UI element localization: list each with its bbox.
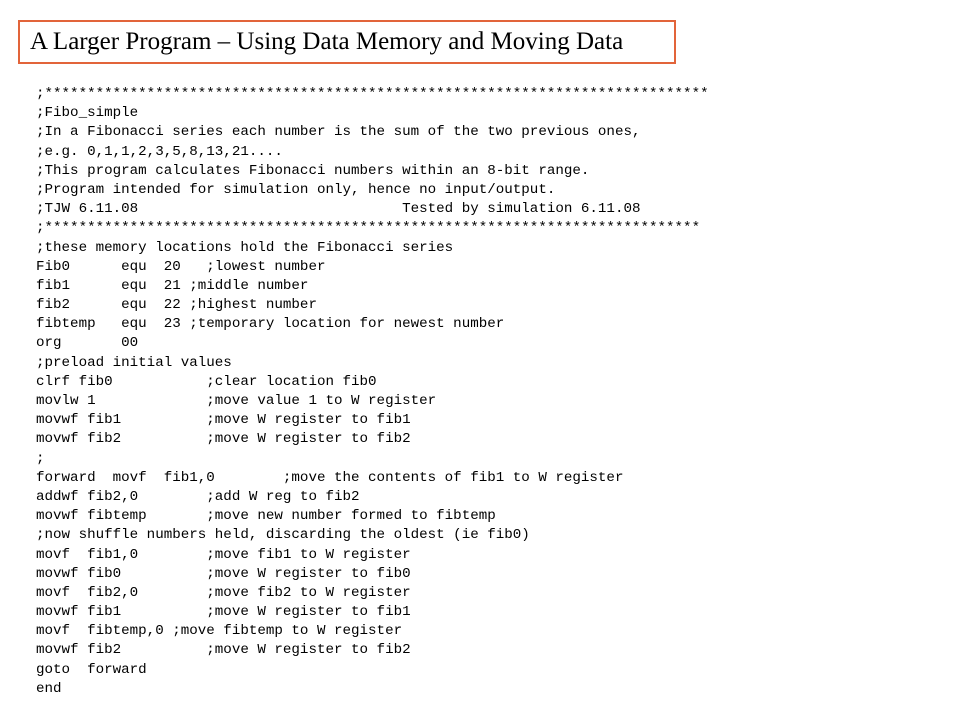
code-line: movf fib1,0 ;move fib1 to W register <box>36 546 411 563</box>
code-line: fib1 equ 21 ;middle number <box>36 277 309 294</box>
code-line: ;preload initial values <box>36 354 232 371</box>
code-line: ;***************************************************************************** <box>36 220 701 237</box>
code-line: movf fib2,0 ;move fib2 to W register <box>36 584 411 601</box>
code-line: ;these memory locations hold the Fibonacci series <box>36 239 454 256</box>
code-line: ;In a Fibonacci series each number is the sum of the two previous ones, <box>36 124 641 141</box>
code-line: movwf fibtemp ;move new number formed to fibtemp <box>36 508 496 525</box>
code-line: movwf fib0 ;move W register to fib0 <box>36 565 411 582</box>
code-line: ;e.g. 0,1,1,2,3,5,8,13,21.... <box>36 143 283 160</box>
code-line: forward movf fib1,0 ;move the contents of fib1 to W register <box>36 469 624 486</box>
slide-title: A Larger Program – Using Data Memory and Moving Data <box>30 28 624 55</box>
code-line: movwf fib1 ;move W register to fib1 <box>36 604 411 621</box>
code-line: ;Program intended for simulation only, hence no input/output. <box>36 181 556 198</box>
code-line: movwf fib2 ;move W register to fib2 <box>36 642 411 659</box>
code-line: fib2 equ 22 ;highest number <box>36 297 317 314</box>
code-line: ;now shuffle numbers held, discarding the oldest (ie fib0) <box>36 527 530 544</box>
code-listing <box>36 85 709 699</box>
code-line: Fib0 equ 20 ;lowest number <box>36 258 326 275</box>
code-line: ;****************************************************************************** <box>36 86 709 102</box>
code-line: movf fibtemp,0 ;move fibtemp to W register <box>36 623 403 640</box>
code-line: fibtemp equ 23 ;temporary location for newest number <box>36 316 505 333</box>
code-line: ;TJW 6.11.08 Tested by simulation 6.11.08 <box>36 201 641 218</box>
code-line: ;Fibo_simple <box>36 105 139 122</box>
code-line: goto forward <box>36 661 147 678</box>
code-line: addwf fib2,0 ;add W reg to fib2 <box>36 488 360 505</box>
code-line: movwf fib2 ;move W register to fib2 <box>36 431 411 448</box>
slide-title-box <box>18 20 676 64</box>
code-line: clrf fib0 ;clear location fib0 <box>36 373 377 390</box>
code-line: org 00 <box>36 335 139 352</box>
code-line: ;This program calculates Fibonacci numbers within an 8-bit range. <box>36 162 590 179</box>
code-line: movwf fib1 ;move W register to fib1 <box>36 412 411 429</box>
code-line: movlw 1 ;move value 1 to W register <box>36 393 437 409</box>
code-line: end <box>36 680 62 697</box>
code-line: ; <box>36 450 45 467</box>
